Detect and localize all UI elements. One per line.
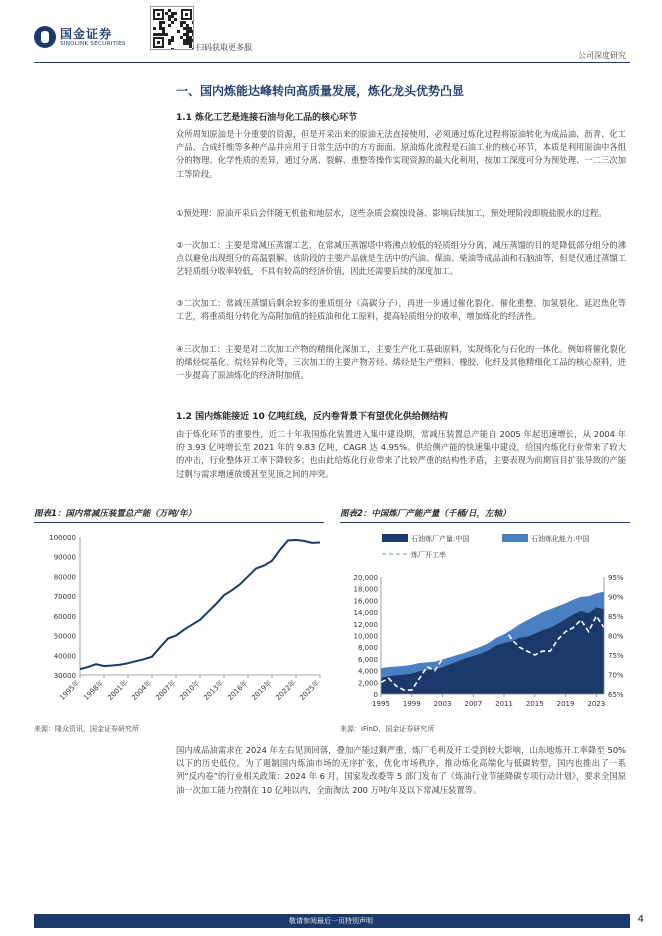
paragraph-policy: 国内成品油需求在 2024 年左右见顶回落，叠加产能过剩严重，炼厂毛利及开工受到较大影响，山东地炼开工率降至 50%以下的历史低位。为了遏制国内炼油市场的无序扩张，优化市场秩序，推动炼化高端化与低碳转型，国内也推出了一系列“反内卷”的行业相关政策：2024 年 6 月，国家发改委等 5 部门发布了《炼油行业节能降碳专项行动计划》，要求全国原油一次加工能力控制在 10 亿吨以内，全面淘汰 200 万吨/年及以下常减压装置等。 — [176, 745, 626, 795]
y-tick-label: 60000 — [53, 612, 76, 621]
y-right-tick-label: 70% — [608, 671, 624, 680]
qr-finder-dot — [157, 41, 160, 44]
footer-disclaimer: 敬请参阅最后一页特别声明 — [289, 917, 373, 925]
qr-module — [171, 39, 174, 42]
x-tick-label: 2007年 — [154, 678, 178, 702]
figure1-title-rule — [34, 522, 324, 523]
page-header — [0, 0, 662, 62]
header-divider — [34, 62, 630, 63]
x-tick-label: 2022年 — [274, 678, 298, 702]
qr-finder-dot — [185, 13, 188, 16]
y-left-tick-label: 2,000 — [357, 679, 378, 688]
paragraph-capacity: 由于炼化环节的重要性，近二十年我国炼化装置进入集中建设期，常减压装置总产能自 2005 年起迅速增长，从 2004 年的 3.93 亿吨增长至 2021 年的 9.83 亿吨，CAGR 达 4.95%。供给侧产能的快速集中建设，给国内炼化行业带来了较大的冲击，行业整体开工率下降较多；也由此给炼化行业带来了比较严重的结构性矛盾，主要表现为前期盲目扩张导致的产能过剩与需求增速放缓甚至见顶之间的冲突。 — [176, 429, 626, 479]
series-area-output — [381, 607, 604, 694]
page-number: 4 — [637, 914, 644, 925]
qr-module — [171, 21, 174, 24]
qr-module — [165, 33, 168, 36]
x-tick-label: 1999 — [402, 700, 421, 708]
y-right-tick-label: 80% — [608, 632, 624, 641]
series-line-capacity — [80, 540, 320, 669]
y-tick-label: 30000 — [53, 672, 76, 680]
x-tick-label: 2004年 — [130, 678, 154, 702]
qr-module — [192, 21, 194, 24]
y-left-tick-label: 10,000 — [353, 632, 378, 641]
y-left-tick-label: 16,000 — [353, 597, 378, 606]
section-title: 一、国内炼能达峰转向高质量发展，炼化龙头优势凸显 — [176, 84, 465, 98]
x-tick-label: 2001年 — [106, 678, 130, 702]
paragraph-tertiary: ④三次加工：主要是对二次加工产物的精细化深加工，主要生产化工基础原料，实现炼化与石化的一体化。例如将催化裂化的烯烃烷基化、烷烃异构化等，三次加工的主要产物芳烃、烯烃是生产塑料、橡胶、化纤及其他精细化工品的核心原料，进一步提高了原油炼化的经济附加值。 — [176, 344, 626, 381]
figure1-title: 图表1：国内常减压装置总产能（万吨/年） — [34, 509, 197, 519]
page-footer — [0, 906, 662, 936]
chart-capacity — [30, 527, 325, 722]
y-tick-label: 50000 — [53, 632, 76, 641]
x-tick-label: 2016年 — [226, 678, 250, 702]
x-tick-label: 1998年 — [82, 678, 106, 702]
x-tick-label: 1995 — [372, 700, 390, 708]
y-tick-label: 90000 — [53, 553, 76, 562]
x-tick-label: 2007 — [464, 700, 483, 708]
x-tick-label: 2015 — [525, 700, 544, 708]
figure2-title-rule — [340, 522, 630, 523]
qr-finder-dot — [157, 13, 160, 16]
x-tick-label: 1995年 — [58, 678, 82, 702]
x-tick-label: 2010年 — [178, 678, 202, 702]
qr-module — [168, 42, 171, 45]
qr-module — [171, 48, 174, 50]
qr-module — [162, 21, 165, 24]
x-tick-label: 2025年 — [298, 678, 322, 702]
y-left-tick-label: 20,000 — [353, 574, 378, 582]
paragraph-secondary: ③二次加工：常减压蒸馏后剩余较多的重质组分（高碳分子），再进一步通过催化裂化、催化重整、加氢裂化、延迟焦化等工艺，将重质组分转化为高附加值的轻质油和化工原料，提高轻质组分的收率，增加炼化的经济性。 — [176, 298, 626, 322]
y-tick-label: 40000 — [53, 652, 76, 661]
y-left-tick-label: 6,000 — [357, 655, 378, 664]
y-left-tick-label: 4,000 — [357, 667, 378, 676]
x-tick-label: 2011 — [495, 700, 513, 708]
legend-label-capacity: 石油炼化能力:中国 — [531, 535, 590, 543]
qr-code[interactable] — [150, 6, 194, 50]
y-left-tick-label: 8,000 — [357, 644, 378, 653]
qr-module — [168, 24, 171, 27]
logo-icon — [34, 26, 56, 48]
legend-swatch-capacity — [502, 534, 528, 542]
report-type: 公司深度研究 — [578, 51, 626, 60]
qr-module — [174, 12, 177, 15]
x-tick-label: 2013年 — [202, 678, 226, 702]
y-tick-label: 100000 — [49, 534, 76, 542]
qr-module — [153, 27, 156, 30]
qr-module — [192, 33, 194, 36]
y-tick-label: 70000 — [53, 593, 76, 602]
y-tick-label: 80000 — [53, 573, 76, 582]
logo-text-en: SINOLINK SECURITIES — [60, 41, 126, 47]
paragraph-pretreatment: ①预处理：原油开采后会伴随无机盐和地层水，这些杂质会腐蚀设备、影响后续加工，预处理阶段即脱盐脱水的过程。 — [176, 208, 607, 218]
figure2-title: 图表2：中国炼厂产能产量（千桶/日，左轴） — [340, 509, 511, 519]
subsection-title-1-2: 1.2 国内炼能接近 10 亿吨红线，反内卷背景下有望优化供给侧结构 — [176, 412, 448, 422]
x-tick-label: 2003 — [433, 700, 452, 708]
paragraph-intro: 众所周知原油是十分重要的资源，但是开采出来的原油无法直接使用，必须通过炼化过程将原油转化为成品油、沥青、化工产品、合成纤维等多种产品并应用于日常生活中的方方面面。原油炼化流程是石油工业的核心环节，本质是利用原油中各组分的物理、化学性质的差异，通过分离、裂解、重整等操作实现资源的最大化利用，按加工深度可分为预处理、一二三次加工等阶段。 — [176, 129, 626, 179]
chart-refinery — [336, 527, 632, 722]
y-left-tick-label: 0 — [373, 691, 378, 699]
y-right-tick-label: 65% — [608, 691, 624, 699]
qr-module — [174, 18, 177, 21]
legend-label-output: 石油炼厂产量:中国 — [411, 535, 470, 543]
figure1-source: 来源：隆众资讯，国金证券研究所 — [34, 725, 139, 733]
x-tick-label: 2019年 — [250, 678, 274, 702]
company-logo — [34, 24, 144, 54]
legend-swatch-output — [382, 534, 408, 542]
y-left-tick-label: 12,000 — [353, 620, 378, 629]
y-right-tick-label: 75% — [608, 652, 624, 660]
y-right-tick-label: 85% — [608, 613, 624, 621]
qr-module — [177, 30, 180, 33]
figure2-source: 来源：iFinD，国金证券研究所 — [340, 725, 435, 733]
qr-module — [192, 39, 194, 42]
subsection-title-1-1: 1.1 炼化工艺是连接石油与化工品的核心环节 — [176, 113, 358, 123]
qr-caption: 扫码获取更多服 — [196, 43, 252, 52]
legend-label-rate: 炼厂开工率 — [411, 551, 446, 559]
x-tick-label: 2023 — [587, 700, 606, 708]
paragraph-primary: ②一次加工：主要是常减压蒸馏工艺，在常减压蒸馏塔中将沸点较低的轻质组分分离，减压蒸馏的目的是降低部分组分的沸点以避免出现组分的高温裂解。该阶段的主要产品就是生活中的汽油、煤油、柴油等成品油和石脑油等，但是仅通过蒸馏工艺轻质组分收率较低，不具有较高的经济价值，因此还需要后续的深度加工。 — [176, 240, 626, 277]
y-right-tick-label: 95% — [608, 574, 624, 582]
x-tick-label: 2019 — [556, 700, 575, 708]
qr-module — [192, 48, 194, 50]
logo-text-cn: 国金证券 — [60, 27, 113, 41]
y-right-tick-label: 90% — [608, 593, 624, 602]
y-left-tick-label: 18,000 — [353, 585, 378, 594]
y-left-tick-label: 14,000 — [353, 609, 378, 618]
